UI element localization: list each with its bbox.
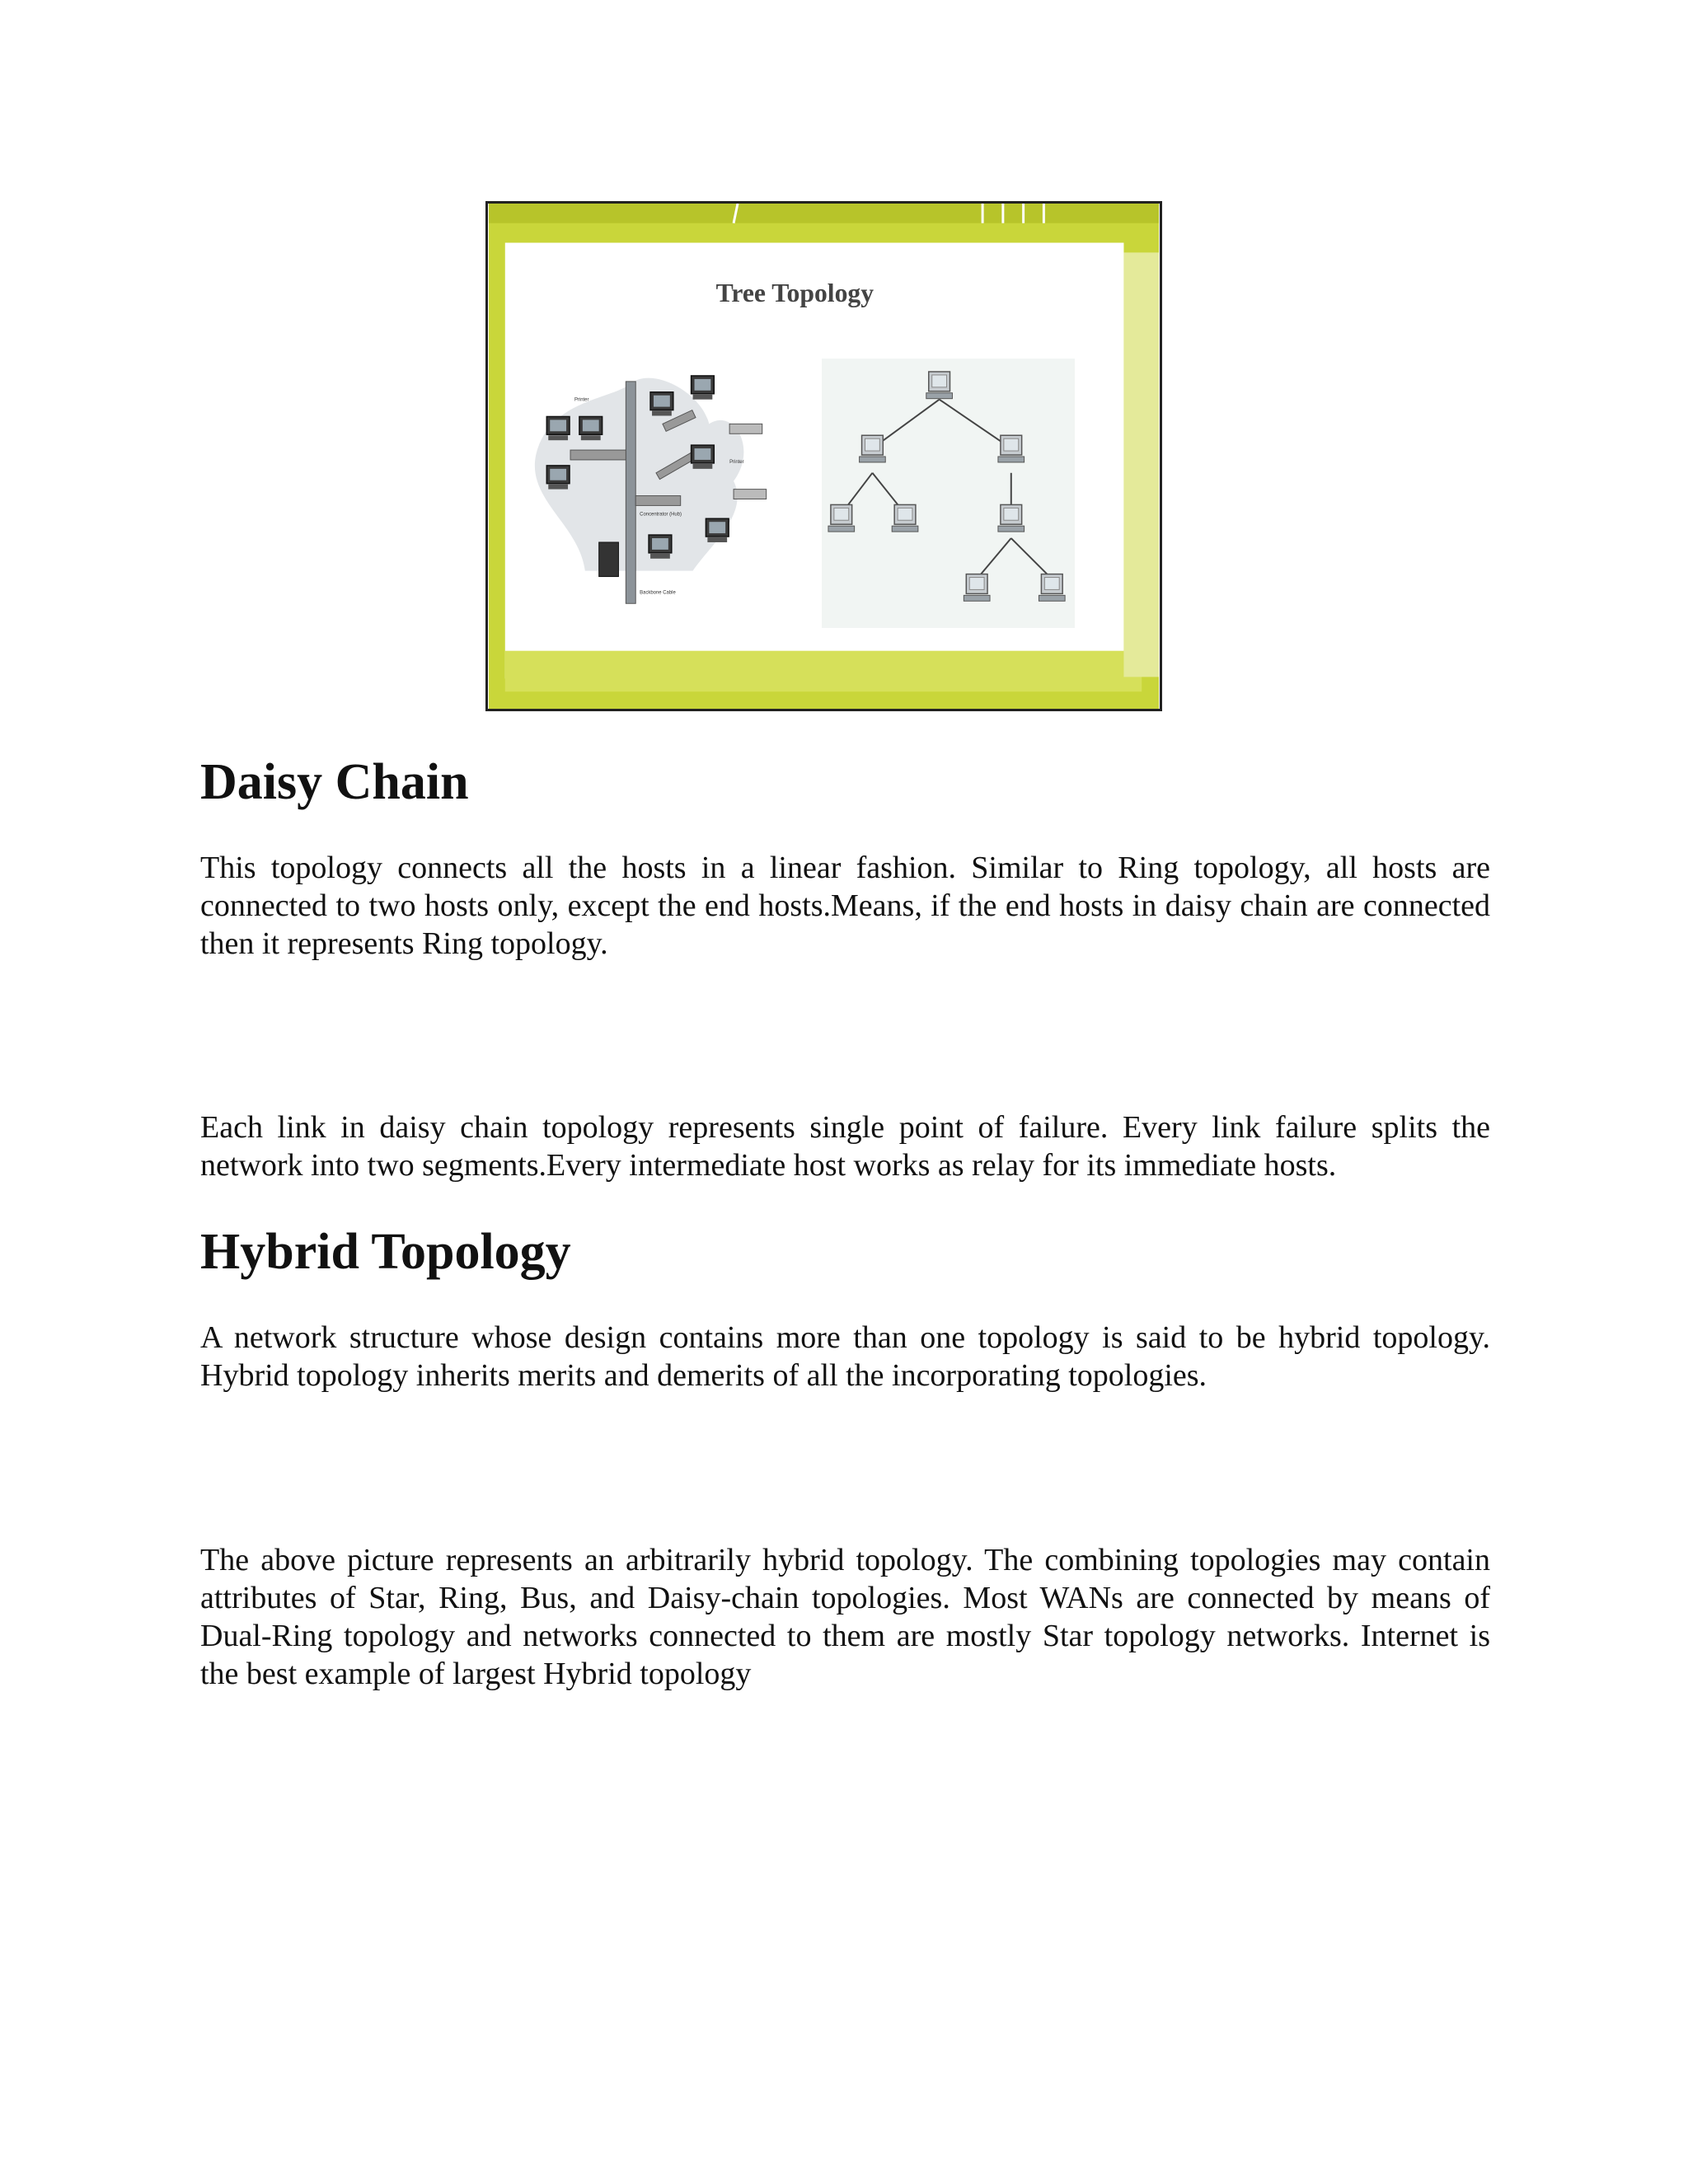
hybrid-topology-paragraph-2: The above picture represents an arbitrarily hybrid topology. The combining topologies may contain attributes of Star, Ring, Bus, and Daisy-chain topologies. Most WANs are connected by means of Dual-Ring topology and networks connected to them are mostly Star topology networks. Internet is the best example of largest Hybrid topology (200, 1543, 1490, 1691)
label-hub: Concentrator (Hub) (640, 512, 682, 518)
section-heading-hybrid-topology: Hybrid Topology (200, 1224, 571, 1280)
figure-title: Tree Topology (715, 278, 874, 307)
label-printer-2: Printer (729, 459, 744, 465)
daisy-chain-paragraph-1: This topology connects all the hosts in a linear fashion. Similar to Ring topology, all hosts are connected to two hosts only, except the end hosts.Means, if the end hosts in daisy chain are connected then it represents Ring topology. (200, 851, 1490, 961)
label-printer-1: Printer (574, 397, 589, 403)
tree-topology-figure (485, 201, 1162, 711)
daisy-chain-paragraph-2: Each link in daisy chain topology represents single point of failure. Every link failure splits the network into two segments.Every intermediate host works as relay for its immediate hosts. (200, 1110, 1490, 1183)
label-backbone: Backbone Cable (640, 590, 676, 596)
section-heading-daisy-chain: Daisy Chain (200, 754, 469, 810)
hybrid-topology-paragraph-1: A network structure whose design contains more than one topology is said to be hybrid topology. Hybrid topology inherits merits and demerits of all the incorporating topologies. (200, 1320, 1490, 1393)
hierarchical-tree-illustration (822, 359, 1075, 628)
